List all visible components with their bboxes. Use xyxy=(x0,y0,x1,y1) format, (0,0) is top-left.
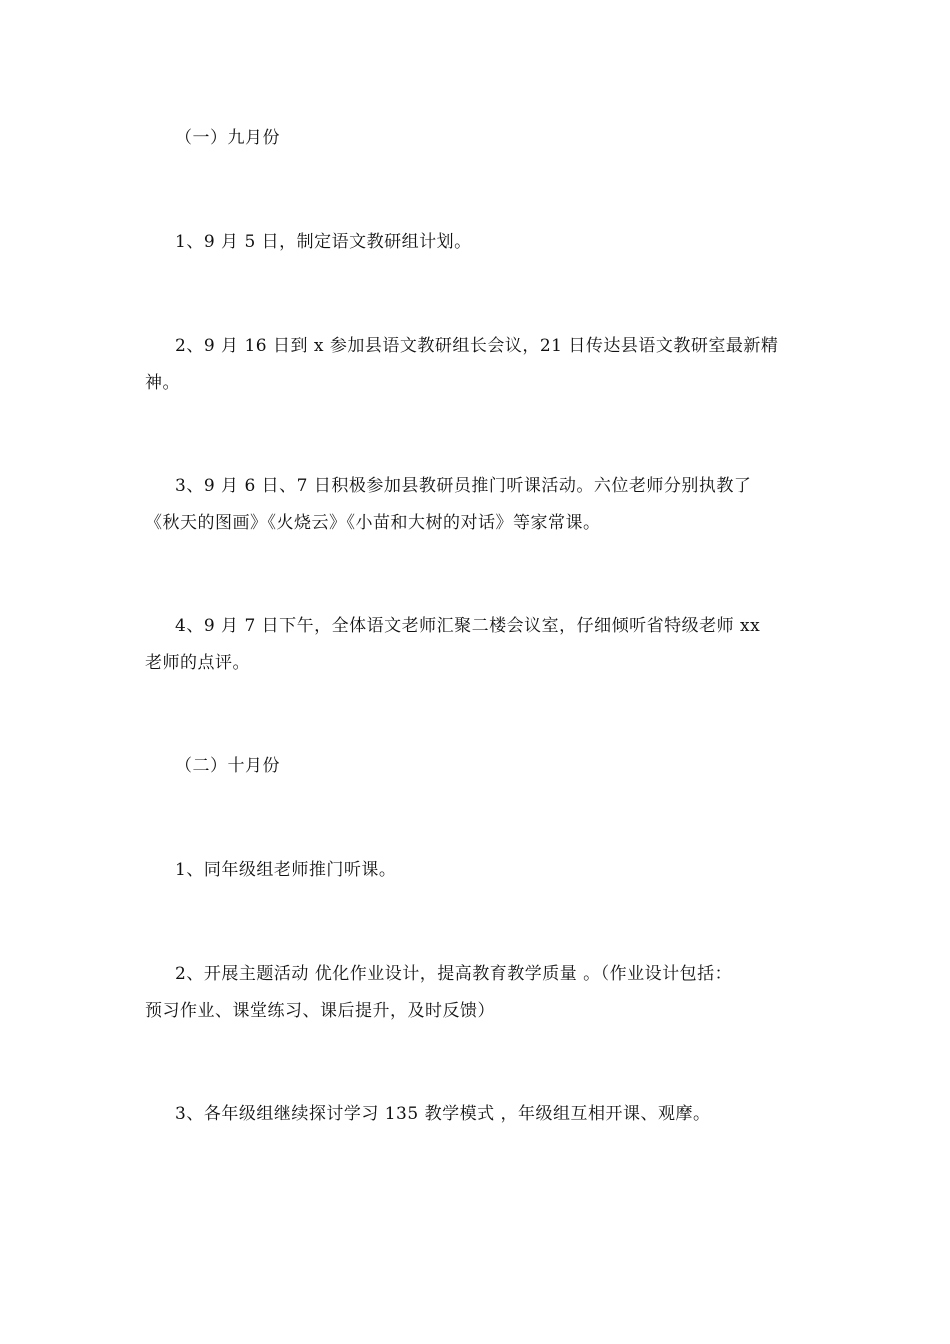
list-item-text: 2、开展主题活动 优化作业设计，提高教育教学质量 。（作业设计包括： xyxy=(175,964,733,984)
list-item-text: 3、各年级组继续探讨学习 135 教学模式 ，年级组互相开课、观摩。 xyxy=(175,1104,711,1124)
list-item-text: 1、9 月 5 日，制定语文教研组计划。 xyxy=(175,232,472,252)
section-heading-october: （二）十月份 xyxy=(175,756,280,776)
list-item-text-continued: 老师的点评。 xyxy=(145,653,250,673)
list-item-text-continued: 《秋天的图画》《火烧云》《小苗和大树的对话》等家常课。 xyxy=(145,513,601,533)
section-heading-september: （一）九月份 xyxy=(175,128,280,148)
list-item-text: 2、9 月 16 日到 x 参加县语文教研组长会议，21 日传达县语文教研室最新精 xyxy=(175,336,779,356)
list-item-text-continued: 预习作业、课堂练习、课后提升，及时反馈） xyxy=(145,1001,495,1021)
list-item-text: 1、同年级组老师推门听课。 xyxy=(175,860,397,880)
list-item-text: 4、9 月 7 日下午，全体语文老师汇聚二楼会议室，仔细倾听省特级老师 xx xyxy=(175,616,761,636)
list-item-text: 3、9 月 6 日、7 日积极参加县教研员推门听课活动。六位老师分别执教了 xyxy=(175,476,752,496)
list-item-text-continued: 神。 xyxy=(145,373,180,393)
